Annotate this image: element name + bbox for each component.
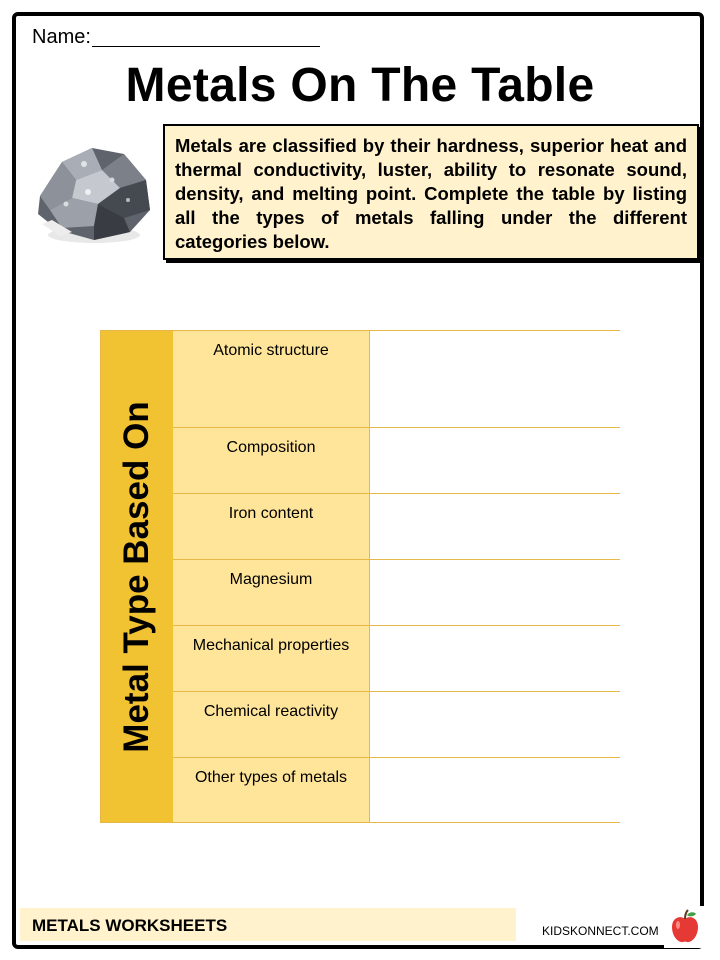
row-label: Other types of metals: [173, 758, 370, 822]
row-label: Iron content: [173, 494, 370, 559]
answer-cell[interactable]: [370, 428, 620, 493]
intro-instructions: Metals are classified by their hardness, superior heat and thermal conductivity, luster, ability to resonate sound, density, and melting point. Complete the table by listing all the types of metals falling under the different categories below.: [163, 124, 699, 260]
row-label: Magnesium: [173, 560, 370, 625]
table-row: [173, 560, 620, 626]
table-row: [173, 494, 620, 560]
table-row: [173, 331, 620, 428]
footer-site: KIDSKONNECT.COM: [542, 924, 659, 938]
table-row: [173, 758, 620, 822]
metal-types-table: [100, 330, 620, 823]
side-header: [101, 331, 174, 822]
table-row: [173, 626, 620, 692]
metal-lump-image: [32, 140, 154, 250]
answer-cell[interactable]: [370, 626, 620, 691]
page-title: Metals On The Table: [125, 59, 595, 112]
row-label: Composition: [173, 428, 370, 493]
answer-cell[interactable]: [370, 692, 620, 757]
name-field-line[interactable]: [92, 46, 320, 47]
answer-cell[interactable]: [370, 560, 620, 625]
answer-cell[interactable]: [370, 331, 620, 427]
table-row: [173, 692, 620, 758]
name-label: Name:: [32, 26, 91, 48]
apple-icon: [664, 906, 706, 948]
row-label: Chemical reactivity: [173, 692, 370, 757]
row-label: Mechanical properties: [173, 626, 370, 691]
answer-cell[interactable]: [370, 758, 620, 822]
logo-box: [664, 906, 706, 948]
answer-cell[interactable]: [370, 494, 620, 559]
side-header-label: Metal Type Based On: [117, 400, 156, 753]
table-row: [173, 428, 620, 494]
footer-title: METALS WORKSHEETS: [32, 916, 228, 935]
row-label: Atomic structure: [173, 331, 370, 427]
